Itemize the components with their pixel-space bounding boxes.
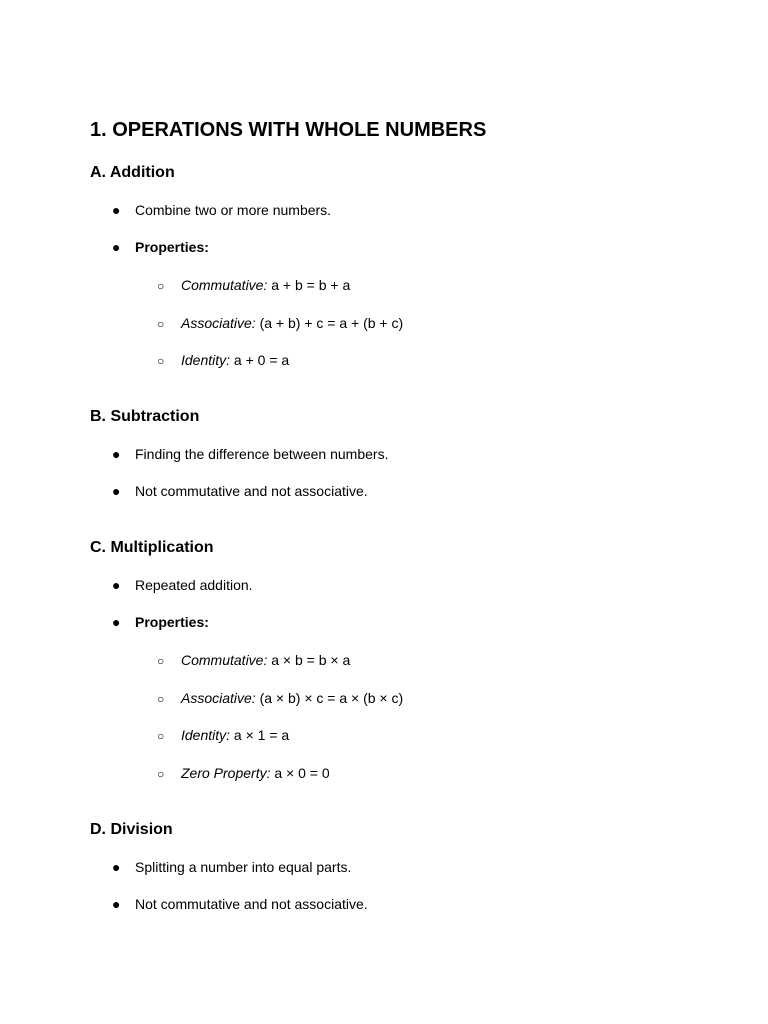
- sub-bullet-marker: ○: [157, 354, 165, 368]
- list-item-text: Finding the difference between numbers.: [135, 446, 389, 462]
- property-formula: a × 1 = a: [230, 727, 290, 743]
- section-heading-addition: A. Addition: [90, 164, 175, 181]
- list-item: [112, 201, 331, 219]
- property-formula: (a + b) + c = a + (b + c): [255, 315, 404, 331]
- properties-label: Properties:: [135, 239, 209, 255]
- list-item: [112, 895, 368, 913]
- sub-list-item: [157, 351, 289, 370]
- bullet-marker: ●: [112, 483, 121, 499]
- page-title: 1. OPERATIONS WITH WHOLE NUMBERS: [90, 119, 487, 141]
- sub-bullet-marker: ○: [157, 767, 165, 781]
- property-name: Associative:: [181, 690, 256, 706]
- sub-list-item: [157, 689, 403, 708]
- bullet-marker: ●: [112, 239, 121, 255]
- section-heading-division: D. Division: [90, 821, 173, 838]
- sub-list-item: [157, 764, 330, 783]
- property-formula: a × b = b × a: [267, 652, 351, 668]
- sub-list-item: [157, 726, 289, 745]
- sub-list-item: [157, 651, 350, 670]
- property-formula: (a × b) × c = a × (b × c): [255, 690, 404, 706]
- list-item: [112, 576, 253, 594]
- property-name: Associative:: [181, 315, 256, 331]
- bullet-marker: ●: [112, 896, 121, 912]
- sub-bullet-marker: ○: [157, 692, 165, 706]
- property-formula: a × 0 = 0: [270, 765, 330, 781]
- section-heading-multiplication: C. Multiplication: [90, 539, 214, 556]
- property-name: Identity:: [181, 352, 231, 368]
- property-name: Zero Property:: [181, 765, 271, 781]
- list-item: [112, 445, 388, 463]
- list-item-text: Splitting a number into equal parts.: [135, 859, 352, 875]
- property-name: Commutative:: [181, 277, 268, 293]
- bullet-marker: ●: [112, 577, 121, 593]
- bullet-marker: ●: [112, 859, 121, 875]
- bullet-marker: ●: [112, 202, 121, 218]
- list-item-text: Repeated addition.: [135, 577, 253, 593]
- list-item-text: Combine two or more numbers.: [135, 202, 332, 218]
- property-formula: a + 0 = a: [230, 352, 290, 368]
- list-item: [112, 482, 368, 500]
- sub-bullet-marker: ○: [157, 729, 165, 743]
- list-item: [112, 238, 209, 256]
- property-formula: a + b = b + a: [267, 277, 351, 293]
- list-item: [112, 613, 209, 631]
- list-item-text: Not commutative and not associative.: [135, 483, 368, 499]
- section-heading-subtraction: B. Subtraction: [90, 408, 200, 425]
- properties-label: Properties:: [135, 614, 209, 630]
- property-name: Identity:: [181, 727, 231, 743]
- sub-bullet-marker: ○: [157, 279, 165, 293]
- sub-list-item: [157, 314, 403, 333]
- sub-bullet-marker: ○: [157, 654, 165, 668]
- sub-bullet-marker: ○: [157, 317, 165, 331]
- property-name: Commutative:: [181, 652, 268, 668]
- bullet-marker: ●: [112, 446, 121, 462]
- bullet-marker: ●: [112, 614, 121, 630]
- list-item-text: Not commutative and not associative.: [135, 896, 368, 912]
- sub-list-item: [157, 276, 350, 295]
- list-item: [112, 858, 351, 876]
